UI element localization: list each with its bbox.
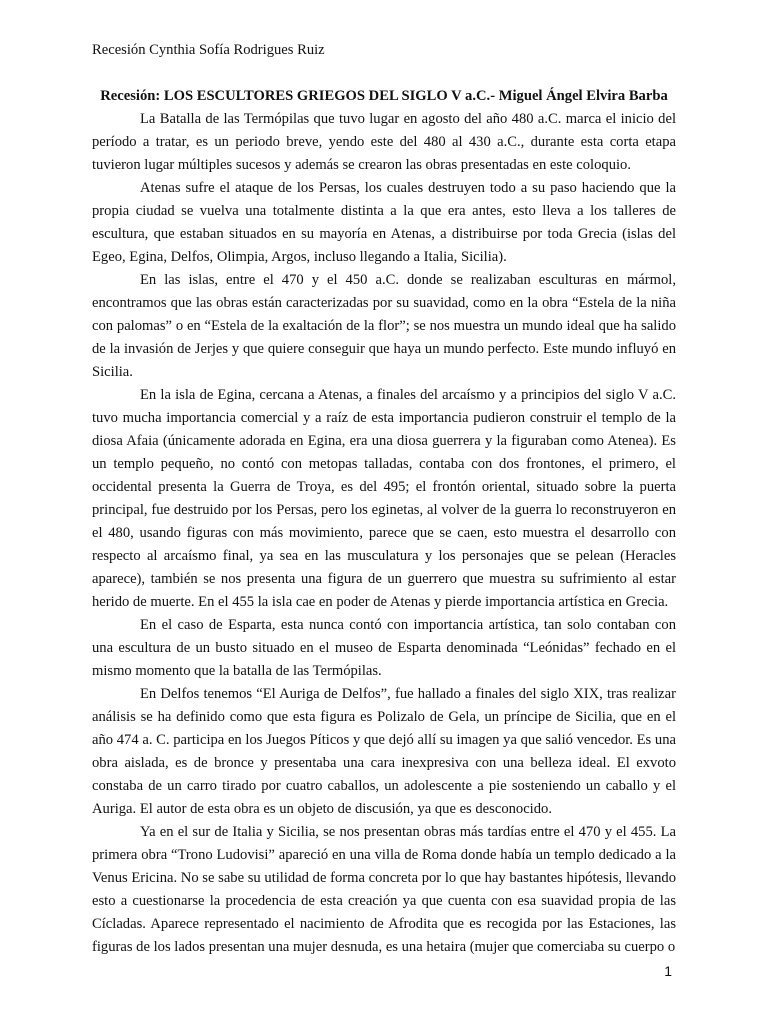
- document-title: Recesión: LOS ESCULTORES GRIEGOS DEL SIGLO V a.C.- Miguel Ángel Elvira Barba: [100, 88, 668, 104]
- paragraph-1: La Batalla de las Termópilas que tuvo lugar en agosto del año 480 a.C. marca el inicio del período a tratar, es un periodo breve, yendo este del 480 al 430 a.C., durante esta corta etapa tuvieron lugar múltiples sucesos y además se crearon las obras presentadas en este coloquio.: [92, 111, 676, 173]
- page-number: 1: [664, 963, 672, 979]
- paragraph-7: Ya en el sur de Italia y Sicilia, se nos presentan obras más tardías entre el 470 y el 455. La primera obra “Trono Ludovisi” apareció en una villa de Roma donde había un templo dedicado a la Venus Ericina. No se sabe su utilidad de forma concreta por lo que hay bastantes hipótesis, llevando esto a cuestionarse la procedencia de esta creación ya que cuenta con esa suavidad propia de las Cícladas. Aparece representado el nacimiento de Afrodita que es recogida por las Estaciones, las figuras de los lados presentan una mujer desnuda, es una hetaira (mujer que comerciaba su cuerpo o: [92, 824, 676, 955]
- document-body: [92, 108, 676, 959]
- paragraph-3: En las islas, entre el 470 y el 450 a.C. donde se realizaban esculturas en mármol, encontramos que las obras están caracterizadas por su suavidad, como en la obra “Estela de la niña con palomas” o en “Estela de la exaltación de la flor”; se nos muestra un mundo ideal que ha salido de la invasión de Jerjes y que quiere conseguir que haya un mundo perfecto. Este mundo influyó en Sicilia.: [92, 272, 676, 380]
- paragraph-6: En Delfos tenemos “El Auriga de Delfos”, fue hallado a finales del siglo XIX, tras realizar análisis se ha definido como que esta figura es Polizalo de Gela, un príncipe de Sicilia, que en el año 474 a. C. participa en los Juegos Píticos y que dejó allí su imagen ya que salió vencedor. Es una obra aislada, es de bronce y presentaba una cara inexpresiva con una belleza ideal. El exvoto constaba de un carro tirado por cuatro caballos, un adolescente a pie sosteniendo un caballo y el Auriga. El autor de esta obra es un objeto de discusión, ya que es desconocido.: [92, 686, 676, 817]
- paragraph-5: En el caso de Esparta, esta nunca contó con importancia artística, tan solo contaban con una escultura de un busto situado en el museo de Esparta denominada “Leónidas” fechado en el mismo momento que la batalla de las Termópilas.: [92, 617, 676, 679]
- author-header: Recesión Cynthia Sofía Rodrigues Ruiz: [92, 42, 325, 58]
- paragraph-2: Atenas sufre el ataque de los Persas, los cuales destruyen todo a su paso haciendo que la propia ciudad se vuelva una totalmente distinta a la que era antes, esto lleva a los talleres de escultura, que estaban situados en su mayoría en Atenas, a distribuirse por toda Grecia (islas del Egeo, Egina, Delfos, Olimpia, Argos, incluso llegando a Italia, Sicilia).: [92, 180, 676, 265]
- paragraph-4: En la isla de Egina, cercana a Atenas, a finales del arcaísmo y a principios del siglo V a.C. tuvo mucha importancia comercial y a raíz de esta importancia pudieron construir el templo de la diosa Afaia (únicamente adorada en Egina, era una diosa guerrera y la figuraban como Atenea). Es un templo pequeño, no contó con metopas talladas, contaba con dos frontones, el primero, el occidental presenta la Guerra de Troya, es del 495; el frontón oriental, situado sobre la puerta principal, fue destruido por los Persas, pero los eginetas, al volver de la guerra lo reconstruyeron en el 480, usando figuras con más movimiento, parece que se caen, esto muestra el desarrollo con respecto al arcaísmo final, ya sea en las musculatura y los personajes que se pelean (Heracles aparece), también se nos presenta una figura de un guerrero que muestra su sufrimiento al estar herido de muerte. En el 455 la isla cae en poder de Atenas y pierde importancia artística en Grecia.: [92, 387, 676, 610]
